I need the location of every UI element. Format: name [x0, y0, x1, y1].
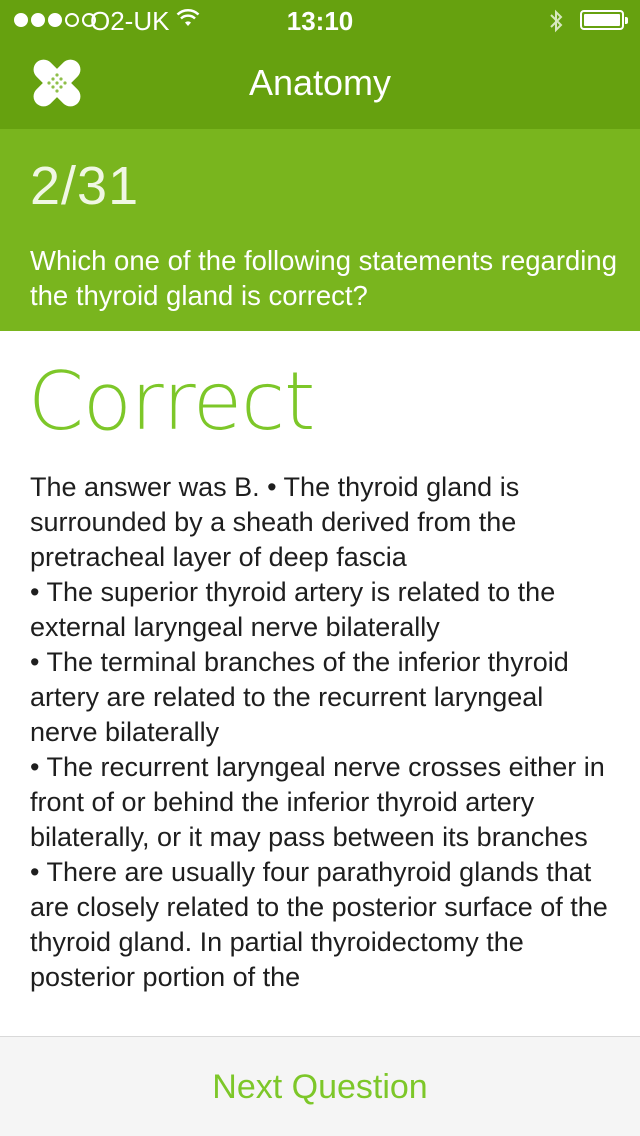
bluetooth-icon	[548, 8, 564, 34]
explanation-paragraph: • The recurrent laryngeal nerve crosses either in front of or behind the inferior thyroid artery bilaterally, or it may pass between its branches	[30, 752, 605, 852]
nav-title: Anatomy	[248, 62, 392, 103]
carrier-name: O2-UK	[90, 6, 170, 36]
question-text: Which one of the following statements regarding the thyroid gland is correct?	[30, 245, 617, 311]
explanation-paragraph: The answer was B. • The thyroid gland is surrounded by a sheath derived from the pretracheal layer of deep fascia	[30, 472, 520, 572]
next-question-button[interactable]: Next Question	[212, 1067, 428, 1106]
explanation-paragraph: • There are usually four parathyroid glands that are closely related to the posterior surface of the thyroid gland. In partial thyroidectomy the posterior portion of the	[30, 857, 608, 992]
explanation-paragraph: • The terminal branches of the inferior thyroid artery are related to the recurrent laryngeal nerve bilaterally	[30, 647, 569, 747]
result-status: Correct	[28, 355, 315, 448]
answer-explanation	[30, 470, 610, 995]
status-bar	[0, 0, 640, 40]
top-bar	[0, 0, 640, 129]
answer-scroll-area[interactable]	[0, 331, 640, 1036]
battery-icon	[580, 10, 624, 30]
clock: 13:10	[286, 6, 354, 36]
bottom-bar	[0, 1036, 640, 1136]
question-counter: 2/31	[30, 156, 140, 216]
explanation-paragraph: • The superior thyroid artery is related to the external laryngeal nerve bilaterally	[30, 577, 556, 642]
question-header	[0, 129, 640, 331]
